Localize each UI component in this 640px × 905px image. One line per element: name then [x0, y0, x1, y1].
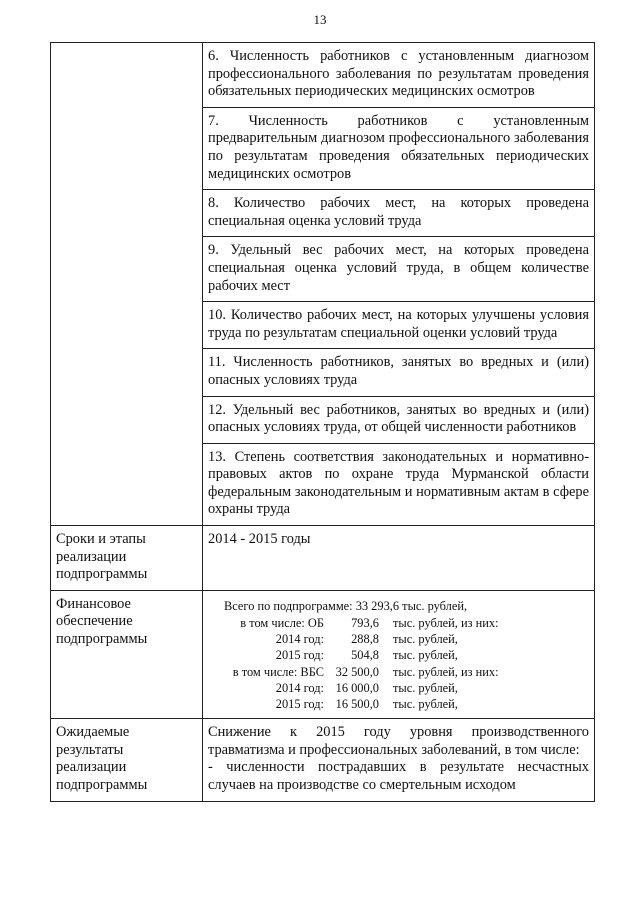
page-number: 13	[313, 12, 327, 27]
results-label: Ожидаемые результаты реализации подпрограммы	[51, 719, 203, 801]
financing-row	[51, 590, 595, 718]
results-intro: Снижение к 2015 году уровня производственного травматизма и профессиональных заболеваний, в том числе:	[208, 724, 589, 758]
results-cell	[203, 719, 595, 801]
terms-value: 2014 - 2015 годы	[203, 526, 595, 591]
terms-label: Сроки и этапы реализации подпрограммы	[51, 526, 203, 591]
financing-label: Финансовое обеспечение подпрограммы	[51, 590, 203, 718]
indicators-label-cell	[51, 43, 203, 526]
indicator-item-10: 10. Количество рабочих мест, на которых улучшены условия труда по результатам специальной оценки условий труда	[203, 302, 595, 349]
subprogram-passport-table	[50, 42, 595, 802]
indicator-item-12: 12. Удельный вес работников, занятых во вредных и (или) опасных условиях труда, от общей численности работников	[203, 396, 595, 443]
financing-row-ob-2015: 2015 год: 504,8 тыс. рублей,	[275, 648, 458, 663]
indicator-item-7: 7. Численность работников с установленным предварительным диагнозом профессионального заболевания по результатам проведения обязательных периодических медицинских осмотров	[203, 107, 595, 189]
terms-row	[51, 526, 595, 591]
results-row	[51, 719, 595, 801]
indicator-item-11: 11. Численность работников, занятых во вредных и (или) опасных условиях труда	[203, 349, 595, 396]
indicators-row	[51, 43, 595, 108]
indicator-item-8: 8. Количество рабочих мест, на которых проведена специальная оценка условий труда	[203, 190, 595, 237]
results-item: - численности пострадавших в результате несчастных случаев на производстве со смертельным исходом	[208, 759, 589, 794]
indicator-item-9: 9. Удельный вес рабочих мест, на которых проведена специальная оценка условий труда, в общем количестве рабочих мест	[203, 237, 595, 302]
financing-row-vbs: в том числе: ВБС 32 500,0 тыс. рублей, из них:	[232, 664, 499, 679]
financing-row-ob-2014: 2014 год: 288,8 тыс. рублей,	[275, 632, 458, 647]
financing-block	[208, 596, 589, 712]
financing-cell	[203, 590, 595, 718]
financing-row-vbs-2014: 2014 год: 16 000,0 тыс. рублей,	[275, 680, 458, 695]
financing-row-vbs-2015: 2015 год: 16 500,0 тыс. рублей,	[275, 697, 458, 712]
financing-row-ob: в том числе: ОБ 793,6 тыс. рублей, из них:	[240, 616, 499, 631]
indicator-item-13: 13. Степень соответствия законодательных и нормативно-правовых актов по охране труда Мурманской области федеральным законодательным и нормативным актам в сфере охраны труда	[203, 443, 595, 525]
indicator-item-6: 6. Численность работников с установленным диагнозом профессионального заболевания по результатам проведения обязательных периодических медицинских осмотров	[203, 43, 595, 108]
financing-total: Всего по подпрограмме: 33 293,6 тыс. рублей,	[224, 598, 468, 613]
